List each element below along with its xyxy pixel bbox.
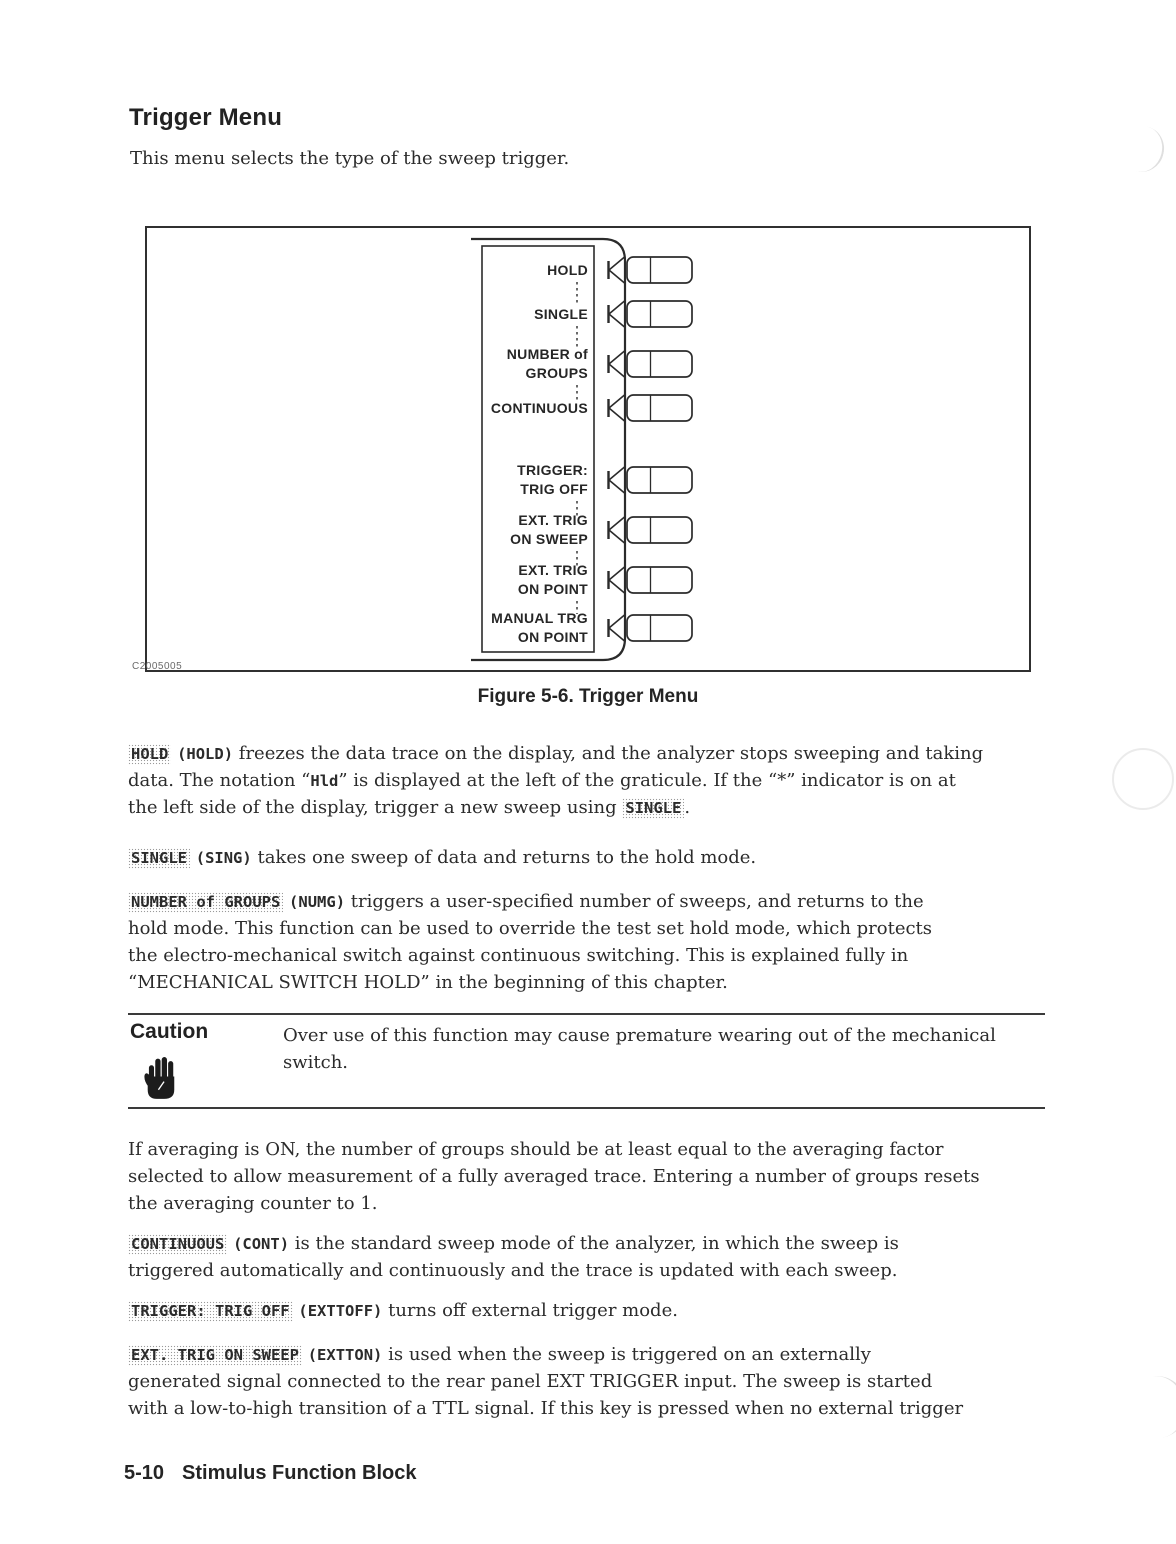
- caution-label: Caution: [130, 1020, 209, 1043]
- caution-text: [283, 1022, 1053, 1076]
- scan-artifact: [1112, 748, 1174, 810]
- text-run: ” is displayed at the left of the graticule. If the “*” indicator is on at: [338, 770, 956, 791]
- footer-page-number: 5-10: [124, 1462, 165, 1484]
- paragraph: [128, 1136, 1068, 1217]
- text-run: selected to allow measurement of a fully averaged trace. Entering a number of groups resets: [128, 1166, 980, 1187]
- caution-line: Over use of this function may cause premature wearing out of the mechanical: [283, 1025, 996, 1046]
- softkey-token: EXT. TRIG ON SWEEP: [128, 1345, 302, 1366]
- softkey-label: ON SWEEP: [510, 531, 588, 547]
- softkey-button: [627, 517, 692, 543]
- softkey-label: CONTINUOUS: [490, 400, 588, 416]
- text-line: [128, 740, 1068, 767]
- text-run: the electro-mechanical switch against continuous switching. This is explained fully in: [128, 945, 909, 966]
- paragraph: [128, 1341, 1068, 1422]
- softkey-label: EXT. TRIG: [518, 512, 588, 528]
- figure-trigger-menu: [145, 226, 1031, 672]
- page-title: Trigger Menu: [129, 104, 283, 131]
- softkey-token: SINGLE: [622, 798, 684, 819]
- text-line: [128, 1368, 1068, 1395]
- text-run: If averaging is ON, the number of groups should be at least equal to the averaging factor: [128, 1139, 944, 1160]
- softkey-bracket: [609, 301, 625, 314]
- softkey-bracket: [609, 408, 625, 421]
- paragraph: [128, 1297, 1068, 1324]
- text-line: [128, 1190, 1068, 1217]
- text-line: [128, 1230, 1068, 1257]
- text-line: [128, 888, 1068, 915]
- softkey-label: ON POINT: [517, 629, 588, 645]
- intro-text: This menu selects the type of the sweep trigger.: [130, 148, 570, 169]
- text-run: the averaging counter to 1.: [128, 1193, 378, 1214]
- caution-rule-bottom: [128, 1107, 1045, 1109]
- softkey-label: TRIGGER:: [517, 462, 588, 478]
- scan-artifact: [1115, 121, 1169, 176]
- text-run: is the standard sweep mode of the analyzer, in which the sweep is: [289, 1233, 899, 1254]
- text-run: turns off external trigger mode.: [382, 1300, 678, 1321]
- text-line: [128, 915, 1068, 942]
- text-line: [128, 844, 1068, 871]
- softkey-button: [627, 395, 692, 421]
- text-run: generated signal connected to the rear panel EXT TRIGGER input. The sweep is started: [128, 1371, 933, 1392]
- paragraph: [128, 844, 1068, 871]
- mnemonic-token: (NUMG): [289, 893, 346, 911]
- softkey-token: CONTINUOUS: [128, 1234, 227, 1255]
- softkey-button: [627, 615, 692, 641]
- mnemonic-token: (HOLD): [177, 745, 234, 763]
- softkey-button: [627, 567, 692, 593]
- text-line: [128, 1163, 1068, 1190]
- softkey-label: HOLD: [547, 262, 588, 278]
- softkey-button: [627, 467, 692, 493]
- text-run: “MECHANICAL SWITCH HOLD” in the beginning of this chapter.: [128, 972, 728, 993]
- text-line: [128, 1136, 1068, 1163]
- text-line: [128, 1395, 1068, 1422]
- softkey-bracket: [609, 628, 625, 641]
- paragraph: [128, 740, 1068, 821]
- mnemonic-token: (EXTTOFF): [298, 1302, 383, 1320]
- text-run: the left side of the display, trigger a new sweep using: [128, 797, 623, 818]
- hand-stop-icon: [144, 1055, 180, 1102]
- caution-rule-top: [128, 1013, 1045, 1015]
- mnemonic-token: (SING): [195, 849, 252, 867]
- softkey-bracket: [609, 580, 625, 593]
- softkey-label: MANUAL TRG: [491, 610, 588, 626]
- softkey-token: HOLD: [128, 744, 171, 765]
- softkey-bracket: [609, 257, 625, 270]
- softkey-bracket: [609, 364, 625, 377]
- text-line: [128, 1297, 1068, 1324]
- figure-code: C2005005: [132, 661, 183, 672]
- text-run: triggers a user-specified number of sweeps, and returns to the: [345, 891, 924, 912]
- softkey-label: NUMBER of: [506, 346, 588, 362]
- scan-artifact: [1124, 1372, 1176, 1442]
- softkey-bracket: [609, 270, 625, 283]
- softkey-bracket: [609, 314, 625, 327]
- softkey-button: [627, 301, 692, 327]
- softkey-menu-diagram: [147, 228, 1029, 670]
- softkey-label: GROUPS: [525, 365, 588, 381]
- softkey-token: SINGLE: [128, 848, 190, 869]
- text-line: [128, 969, 1068, 996]
- text-run: with a low-to-high transition of a TTL signal. If this key is pressed when no external trigger: [128, 1398, 964, 1419]
- caution-line: switch.: [283, 1052, 349, 1073]
- text-run: takes one sweep of data and returns to the hold mode.: [251, 847, 757, 868]
- text-line: [128, 767, 1068, 794]
- softkey-bracket: [609, 530, 625, 543]
- softkey-bracket: [609, 480, 625, 493]
- softkey-bracket: [609, 517, 625, 530]
- text-line: [128, 794, 1068, 821]
- softkey-button: [627, 351, 692, 377]
- softkey-bracket: [609, 567, 625, 580]
- text-run: data. The notation “: [128, 770, 311, 791]
- text-run: is used when the sweep is triggered on an externally: [382, 1344, 871, 1365]
- figure-caption: Figure 5-6. Trigger Menu: [477, 686, 699, 707]
- text-run: freezes the data trace on the display, and the analyzer stops sweeping and taking: [233, 743, 984, 764]
- softkey-button: [627, 257, 692, 283]
- text-run: hold mode. This function can be used to override the test set hold mode, which protects: [128, 918, 933, 939]
- softkey-bracket: [609, 615, 625, 628]
- footer-section-title: Stimulus Function Block: [182, 1462, 417, 1484]
- paragraph: [128, 888, 1068, 996]
- text-line: [128, 942, 1068, 969]
- softkey-bracket: [609, 351, 625, 364]
- mnemonic-token: (EXTTON): [307, 1346, 383, 1364]
- softkey-token: TRIGGER: TRIG OFF: [128, 1301, 293, 1322]
- softkey-bracket: [609, 467, 625, 480]
- mnemonic-token: Hld: [310, 772, 339, 790]
- text-run: .: [684, 797, 691, 818]
- softkey-bracket: [609, 395, 625, 408]
- softkey-token: NUMBER of GROUPS: [128, 892, 283, 913]
- softkey-label: TRIG OFF: [520, 481, 588, 497]
- softkey-label: SINGLE: [534, 306, 588, 322]
- softkey-label: EXT. TRIG: [518, 562, 588, 578]
- softkey-label: ON POINT: [517, 581, 588, 597]
- text-run: triggered automatically and continuously and the trace is updated with each sweep.: [128, 1260, 898, 1281]
- text-line: [128, 1257, 1068, 1284]
- paragraph: [128, 1230, 1068, 1284]
- text-line: [128, 1341, 1068, 1368]
- page-footer: [124, 1462, 416, 1485]
- mnemonic-token: (CONT): [233, 1235, 290, 1253]
